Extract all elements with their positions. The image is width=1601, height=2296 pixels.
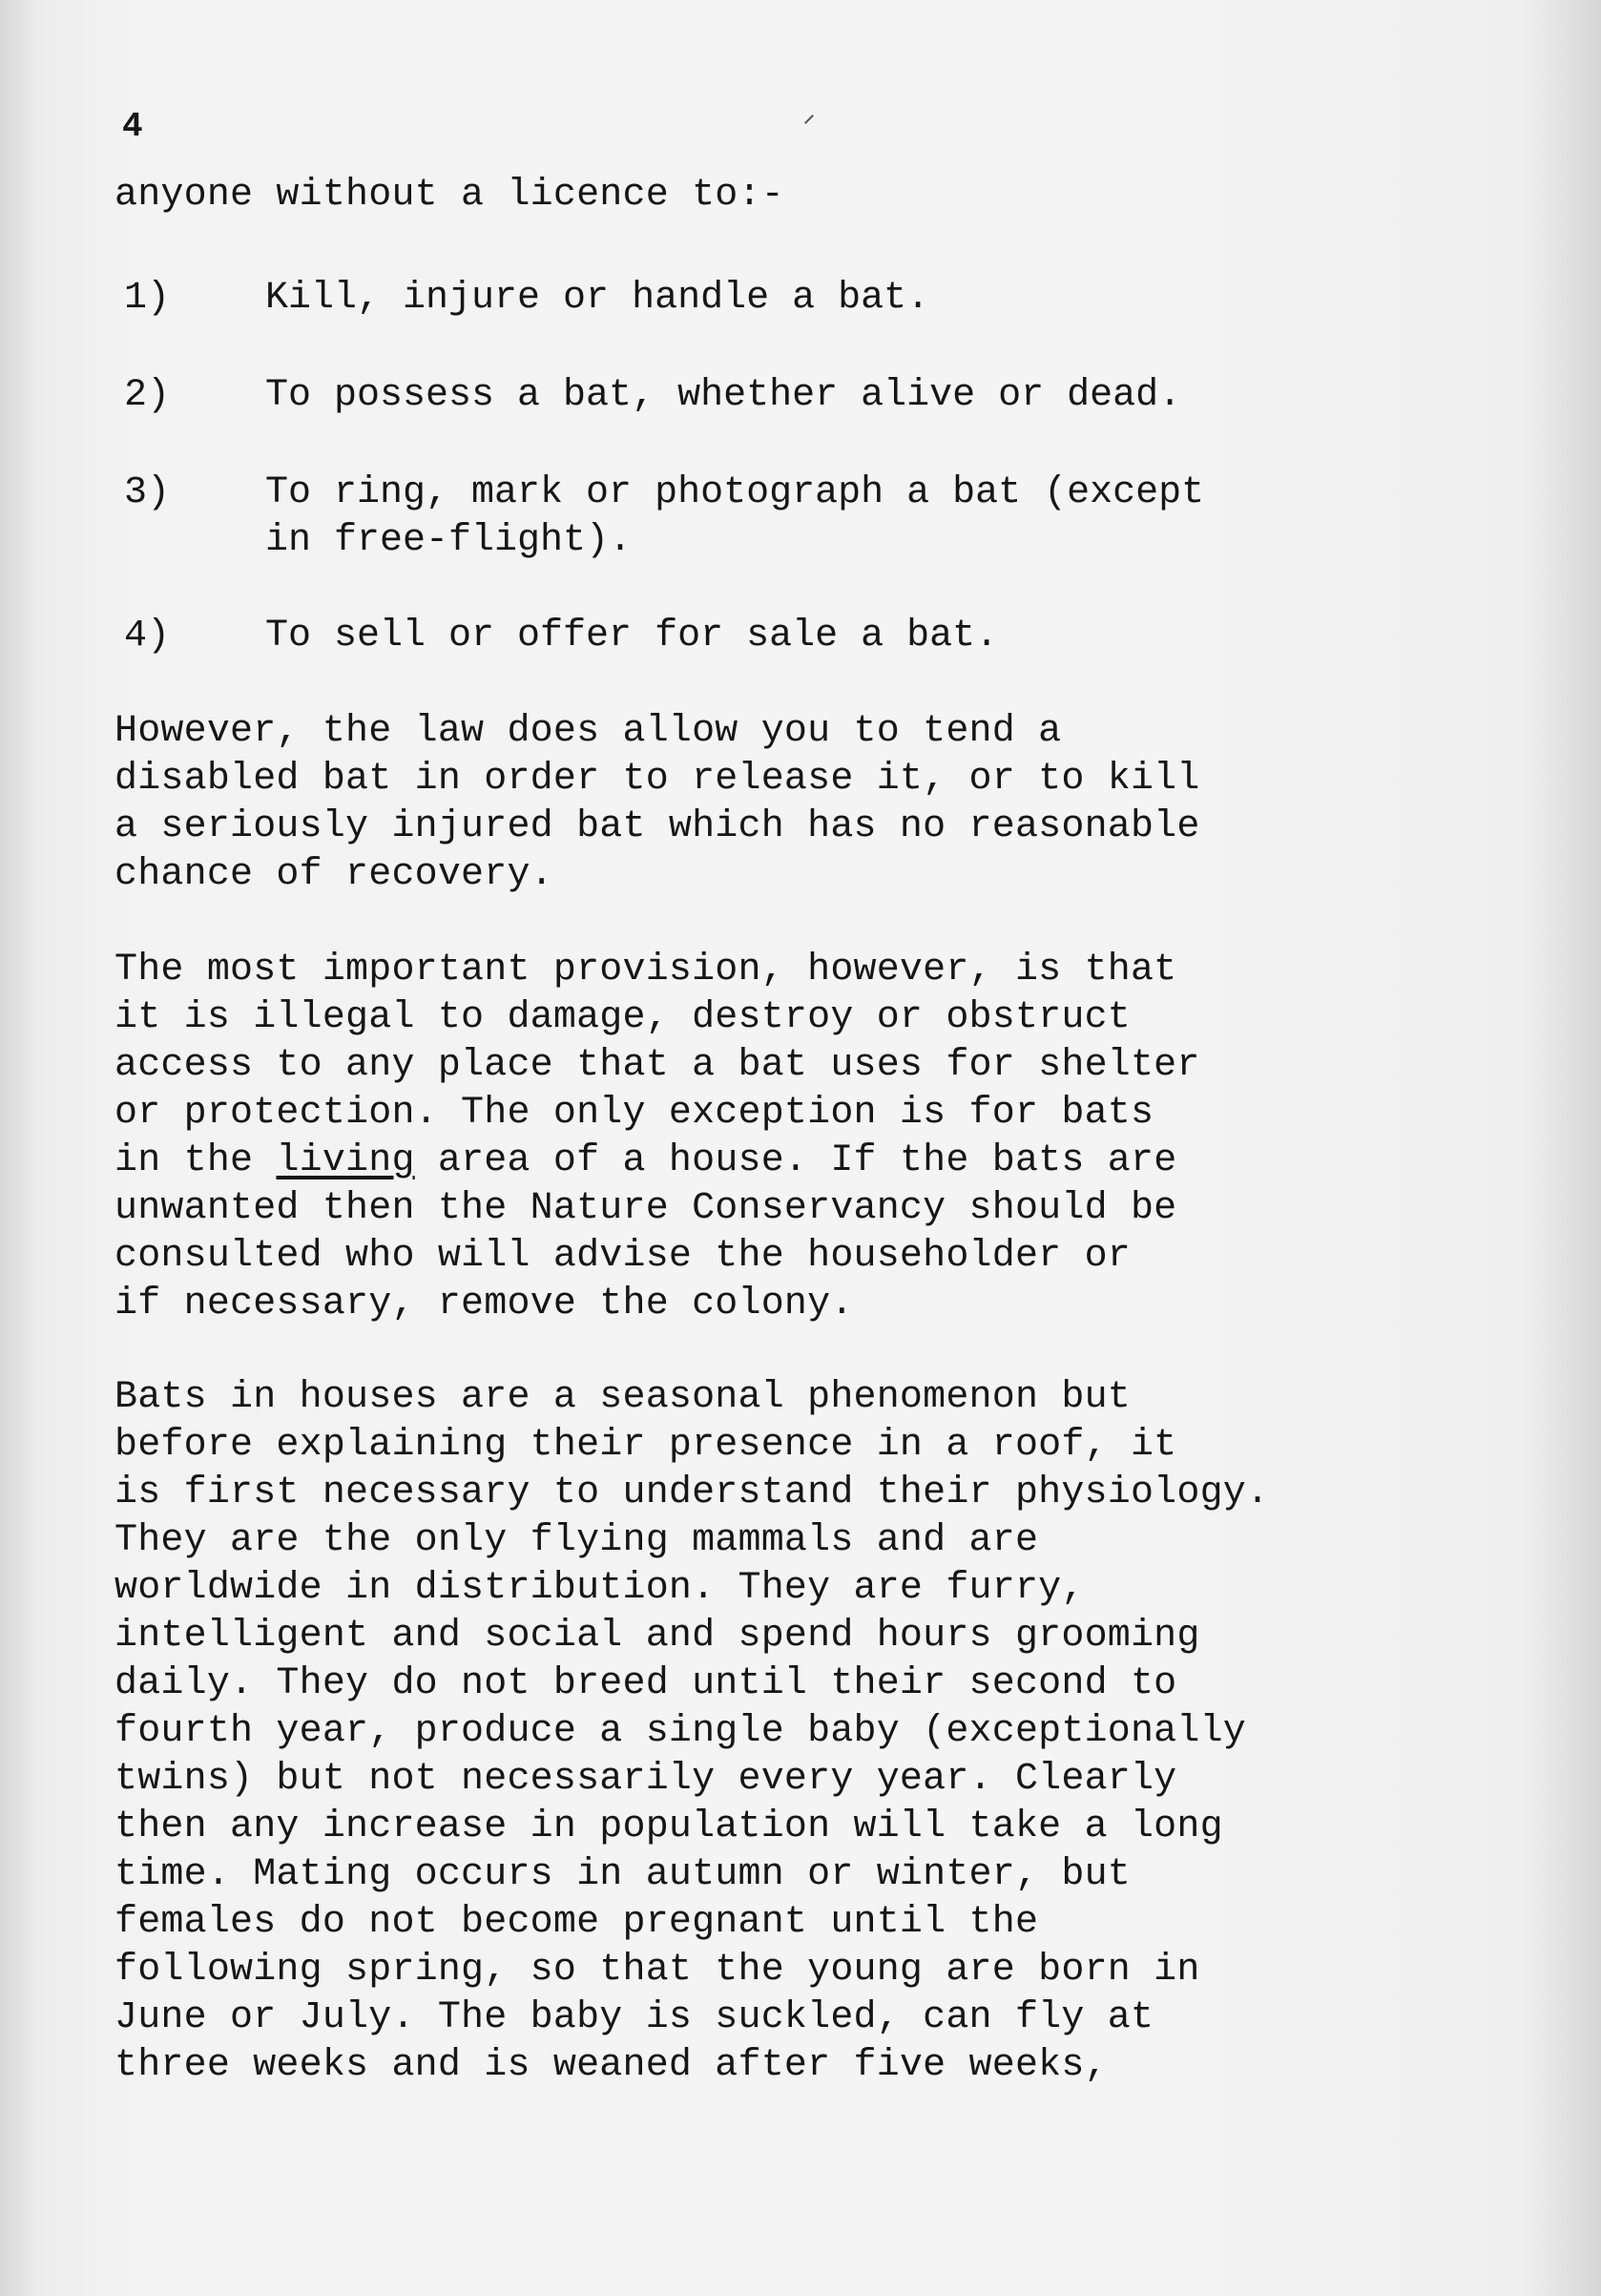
underlined-word: living (276, 1139, 415, 1182)
list-item-text (265, 470, 1204, 565)
list-item-number: 2) (124, 374, 171, 417)
paragraph-line: females do not become pregnant until the (114, 1901, 1039, 1944)
paragraph-important-provision (114, 947, 1200, 1328)
paragraph-line-after: area of a house. If the bats are (414, 1139, 1177, 1182)
paragraph-line: worldwide in distribution. They are furry, (114, 1567, 1085, 1610)
paragraph-line: disabled bat in order to release it, or to kill (114, 758, 1200, 801)
intro-line: anyone without a licence to:- (114, 174, 784, 217)
paragraph-line: it is illegal to damage, destroy or obstruct (114, 996, 1131, 1039)
paragraph-line: The most important provision, however, is that (114, 949, 1177, 991)
list-item-text: Kill, injure or handle a bat. (265, 277, 930, 320)
list-item-text: To possess a bat, whether alive or dead. (265, 374, 1182, 417)
paragraph-line: before explaining their presence in a roof, it (114, 1424, 1177, 1467)
paragraph-line: June or July. The baby is suckled, can fly at (114, 1996, 1154, 2039)
paragraph-line: However, the law does allow you to tend a (114, 710, 1062, 753)
paragraph-line: chance of recovery. (114, 853, 553, 896)
paragraph-line: access to any place that a bat uses for shelter (114, 1044, 1200, 1087)
page-edge-shadow-right (1525, 0, 1601, 2296)
list-item-number: 4) (124, 615, 171, 657)
paragraph-line: consulted who will advise the householder or (114, 1235, 1131, 1278)
paragraph-line: following spring, so that the young are born in (114, 1949, 1200, 1992)
paragraph-line-before: in the (114, 1139, 277, 1182)
paragraph-line: intelligent and social and spend hours grooming (114, 1615, 1200, 1658)
paragraph-law-allowance (114, 708, 1200, 899)
pen-mark (804, 115, 814, 124)
page-edge-shadow-left (0, 0, 38, 2296)
paragraph-line: unwanted then the Nature Conservancy should be (114, 1187, 1177, 1230)
paragraph-line: or protection. The only exception is for bats (114, 1092, 1154, 1135)
paragraph-line: They are the only flying mammals and are (114, 1519, 1039, 1562)
paragraph-line: if necessary, remove the colony. (114, 1283, 854, 1325)
paragraph-bat-physiology (114, 1374, 1269, 2090)
paragraph-line: fourth year, produce a single baby (exceptionally (114, 1710, 1246, 1753)
paragraph-line: a seriously injured bat which has no reasonable (114, 805, 1200, 848)
page-number: 4 (122, 107, 143, 146)
paragraph-line: Bats in houses are a seasonal phenomenon but (114, 1376, 1131, 1419)
paragraph-line: twins) but not necessarily every year. Clearly (114, 1758, 1177, 1801)
paragraph-line: three weeks and is weaned after five weeks, (114, 2044, 1108, 2087)
list-item-text: To sell or offer for sale a bat. (265, 615, 999, 657)
list-item-number: 3) (124, 471, 171, 514)
paragraph-line: daily. They do not breed until their second to (114, 1662, 1177, 1705)
paragraph-line: time. Mating occurs in autumn or winter, but (114, 1853, 1131, 1896)
list-item-number: 1) (124, 277, 171, 320)
paragraph-line: is first necessary to understand their physiology. (114, 1472, 1270, 1514)
list-item-line: To ring, mark or photograph a bat (except (265, 471, 1205, 514)
paragraph-line: then any increase in population will take a long (114, 1805, 1223, 1848)
list-item-line: in free-flight). (265, 519, 633, 562)
